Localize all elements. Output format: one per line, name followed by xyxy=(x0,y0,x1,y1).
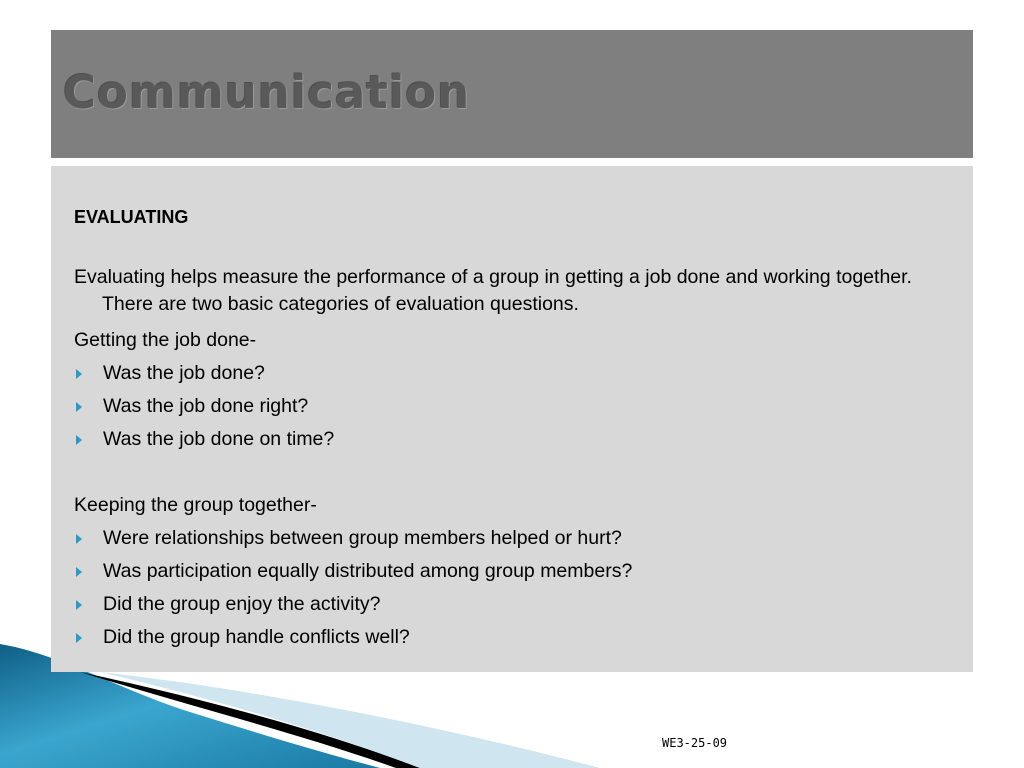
section-heading: EVALUATING xyxy=(74,207,189,227)
footer-code: WE3-25-09 xyxy=(662,736,728,750)
list-item xyxy=(74,588,964,621)
spacer xyxy=(74,456,964,489)
list-item-text: Was the job done right? xyxy=(103,395,309,417)
list-item xyxy=(74,522,964,555)
triangle-right-bullet-icon xyxy=(76,435,82,445)
slide-content xyxy=(74,204,964,654)
triangle-right-bullet-icon xyxy=(76,600,82,610)
list-item xyxy=(74,555,964,588)
intro-paragraph: Evaluating helps measure the performance of a group in getting a job done and working together. There are two basic categories of evaluation questions. xyxy=(74,266,912,315)
group-questions-list xyxy=(74,522,964,654)
list-item-text: Did the group enjoy the activity? xyxy=(103,593,381,615)
list-item xyxy=(74,357,964,390)
job-questions-list xyxy=(74,357,964,456)
triangle-right-bullet-icon xyxy=(76,534,82,544)
triangle-right-bullet-icon xyxy=(76,369,82,379)
list-item-text: Was the job done on time? xyxy=(103,428,335,450)
title-bar xyxy=(51,30,973,158)
list-item xyxy=(74,390,964,423)
list-item xyxy=(74,621,964,654)
slide-title: Communication xyxy=(63,66,471,119)
list-item-text: Was participation equally distributed among group members? xyxy=(103,560,633,582)
section-label-job: Getting the job done- xyxy=(74,329,257,351)
list-item-text: Did the group handle conflicts well? xyxy=(103,626,410,648)
triangle-right-bullet-icon xyxy=(76,402,82,412)
list-item-text: Were relationships between group members helped or hurt? xyxy=(103,527,622,549)
list-item xyxy=(74,423,964,456)
triangle-right-bullet-icon xyxy=(76,567,82,577)
list-item-text: Was the job done? xyxy=(103,362,265,384)
section-label-group: Keeping the group together- xyxy=(74,494,317,516)
content-box xyxy=(51,166,973,672)
triangle-right-bullet-icon xyxy=(76,633,82,643)
